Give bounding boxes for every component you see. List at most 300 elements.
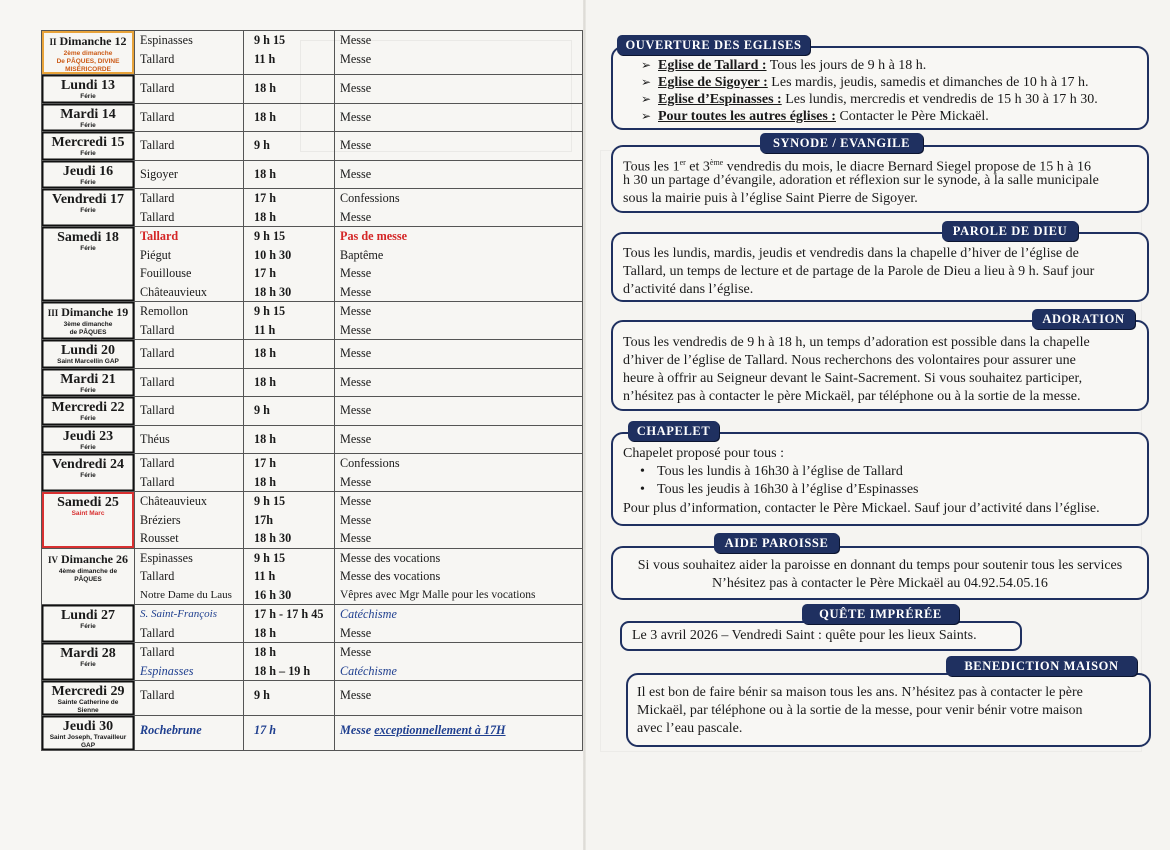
time-text: 18 h [254,374,277,389]
adoration-header: ADORATION [1032,309,1135,329]
activity-text: Confessions [340,456,400,470]
day-cell [42,302,135,340]
place-text: Piégut [140,247,172,262]
chapelet-item [623,481,918,499]
place-text: Tallard [140,569,175,583]
time-text: 11 h [254,51,276,66]
activity-text: Catéchisme [340,607,397,621]
activity-cell [335,227,583,302]
activity-cell [335,716,583,751]
place-cell [135,492,244,549]
ouverture-item [641,57,1098,74]
activity-cell [335,548,583,605]
day-feast: Férie [80,178,96,186]
day-feast: Saint Marcellin GAP [57,358,119,365]
day-cell [42,681,135,716]
day-name [42,372,134,387]
time-text: 18 h 30 [254,284,292,299]
schedule-row [42,31,583,75]
day-label: Mardi 21 [60,371,116,387]
activity-cell [335,605,583,643]
activity-text: Messe [340,645,372,659]
opening-hours: Contacter le Père Mickaël. [835,109,989,124]
time-cell [244,227,335,302]
place-cell [135,75,244,104]
place-text: Tallard [140,403,175,417]
day-label: Jeudi 16 [62,163,114,179]
place-text: Espinasses [140,33,193,47]
day-feast: Sainte Catherine de [57,699,119,706]
time-text: 11 h [254,322,276,337]
place-text: Tallard [140,322,175,337]
time-cell [244,681,335,716]
place-cell [135,454,244,492]
activity-cell [335,31,583,75]
activity-text: Messe [340,33,372,47]
activity-text: Messe [340,431,372,446]
time-cell [244,605,335,643]
chapelet-outro: Pour plus d’information, contacter le Père Mickael. Sauf jour d’activité dans l’église. [623,501,1100,516]
activity-cell [335,397,583,426]
schedule-row [42,302,583,340]
place-text: Notre Dame du Laus [140,588,232,601]
place-text: Tallard [140,474,175,489]
ouverture-list [641,57,1098,125]
place-cell [135,681,244,716]
ouverture-item [641,108,1098,125]
chapelet-box [611,432,1149,526]
place-cell [135,716,244,751]
chapelet-item-text: Tous les lundis à 16h30 à l’église de Tallard [657,464,903,479]
day-label: Samedi 25 [57,495,119,510]
place-cell [135,368,244,397]
place-text: Tallard [140,209,175,224]
day-name [42,164,134,179]
activity-text: Messe exceptionnellement à 17H [340,723,506,737]
day-feast: 2ème dimanche [63,50,113,57]
activity-text: Messe [340,688,372,702]
activity-text: Messe [340,374,372,389]
place-cell [135,103,244,132]
day-feast: Férie [80,121,96,129]
activity-text: Messe des vocations [340,569,441,583]
day-cell [42,454,135,492]
day-cell [42,397,135,426]
activity-cell [335,492,583,549]
opening-hours: Tous les jours de 9 h à 18 h. [766,58,927,73]
schedule-row [42,160,583,189]
day-feast: Férie [80,150,96,157]
day-cell [42,425,135,454]
day-cell [42,132,135,161]
place-cell [135,605,244,643]
parole-header: PAROLE DE DIEU [942,221,1078,241]
schedule-row [42,340,583,369]
day-name [42,684,134,699]
time-text: 17 h [254,191,277,205]
activity-text: Messe [340,109,372,124]
bullet-icon: • [640,464,645,479]
time-text: 9 h 15 [254,229,286,243]
place-cell [135,31,244,75]
day-cell [42,75,135,104]
opening-hours: Les lundis, mercredis et vendredis de 15 h 30 à 17 h 30. [781,92,1098,107]
day-name [42,192,134,207]
time-text: 17h [254,512,273,527]
place-text: S. Saint-François [140,608,217,620]
time-text: 17 h [254,266,277,280]
exceptional-note: exceptionnellement à 17H [374,723,506,737]
day-cell [42,716,135,751]
time-text: 18 h [254,166,277,181]
time-cell [244,548,335,605]
place-text: Fouillouse [140,266,192,280]
time-cell [244,103,335,132]
ouverture-item [641,74,1098,91]
day-label: Mercredi 15 [51,135,125,150]
day-feast: Saint Marc [71,510,105,517]
time-text: 17 h - 17 h 45 [254,607,324,621]
place-text: Tallard [140,688,175,702]
ouverture-item [641,91,1098,108]
day-label: Vendredi 24 [52,457,124,472]
aide-text: Si vous souhaitez aider la paroisse en donnant du temps pour soutenir tous les services N’hésitez pas à contacter le Père Mickaël au 04.92.54.05.16 [637,558,1123,591]
schedule-row [42,643,583,681]
day-label: Lundi 13 [60,78,116,93]
activity-text: Messe [340,284,372,299]
time-text: 16 h 30 [254,587,292,602]
week-numeral: III [47,308,59,318]
day-name [42,230,134,245]
schedule-row [42,454,583,492]
day-name [42,305,134,321]
day-label: Mercredi 22 [51,400,125,415]
time-cell [244,454,335,492]
day-feast: Férie [80,245,96,252]
time-text: 9 h 15 [254,494,286,508]
day-feast: GAP [80,742,96,749]
ouverture-header: OUVERTURE DES EGLISES [617,35,810,55]
place-text: Tallard [140,81,175,95]
day-name [42,457,134,472]
page-fold [583,0,586,850]
day-name [42,135,134,150]
church-name: Eglise de Tallard : [658,58,767,73]
activity-cell [335,340,583,369]
time-cell [244,492,335,549]
activity-text: Pas de messe [340,229,408,243]
activity-cell [335,75,583,104]
quete-text: Le 3 avril 2026 – Vendredi Saint : quête pour les lieux Saints. [632,628,977,643]
day-cell [42,31,135,75]
activity-text: Catéchisme [340,663,397,678]
time-cell [244,340,335,369]
day-name [42,719,134,734]
place-text: Rousset [140,531,179,545]
day-feast: Férie [80,472,96,479]
day-cell [42,160,135,189]
activity-text: Messe [340,494,372,508]
day-feast: 3ème dimanche [63,321,113,328]
place-text: Tallard [140,51,175,66]
day-cell [42,548,135,605]
arrow-bullet-icon: ➢ [641,58,652,72]
place-text: Tallard [140,229,179,243]
activity-cell [335,454,583,492]
day-label: Jeudi 30 [62,719,114,734]
day-label: Dimanche 12 [59,34,127,48]
place-text: Tallard [140,374,175,389]
activity-text: Messe [340,138,372,152]
place-text: Théus [140,431,170,446]
day-name [42,429,134,444]
time-text: 18 h [254,625,277,640]
time-text: 18 h – 19 h [254,663,311,678]
schedule-row [42,75,583,104]
day-feast: PÂQUES [74,575,102,583]
aide-box [611,546,1149,600]
activity-text: Messe [340,166,372,181]
time-cell [244,368,335,397]
day-label: Mardi 14 [60,106,116,122]
place-cell [135,132,244,161]
time-text: 9 h 15 [254,550,286,565]
synode-header: SYNODE / EVANGILE [760,133,923,153]
schedule-row [42,492,583,549]
quete-header: QUÊTE IMPRÉRÉE [802,604,959,624]
schedule-row [42,103,583,132]
schedule-row [42,605,583,643]
time-text: 9 h [254,688,270,702]
day-cell [42,643,135,681]
day-cell [42,189,135,227]
chapelet-intro: Chapelet proposé pour tous : [623,446,784,461]
place-cell [135,340,244,369]
arrow-bullet-icon: ➢ [641,75,652,89]
activity-text: Messe [340,304,372,318]
schedule-row [42,132,583,161]
time-cell [244,189,335,227]
benediction-header: BENEDICTION MAISON [946,656,1137,676]
day-label: Mercredi 29 [51,684,125,699]
activity-text: Messe [340,51,372,66]
synode-box: Tous les 1er et 3ème vendredis du mois, le diacre Bernard Siegel propose de 15 h à 16 h 30 un partage d’évangile, adoration et réflexion sur le synode, à la salle municipale sous la mairie puis à l’église Saint Pierre de Sigoyer. [611,145,1149,213]
time-cell [244,716,335,751]
time-text: 18 h [254,474,277,489]
activity-text: Messe [340,625,372,640]
arrow-bullet-icon: ➢ [641,109,652,123]
day-feast: de PÂQUES [69,329,107,336]
time-text: 18 h [254,346,277,360]
place-cell [135,643,244,681]
time-text: 17 h [254,456,277,470]
day-name [42,552,134,568]
place-cell [135,425,244,454]
day-feast: Sienne [77,707,99,714]
place-cell [135,397,244,426]
activity-cell [335,189,583,227]
time-cell [244,132,335,161]
time-text: 9 h 15 [254,33,286,47]
day-feast: MISÉRICORDE [65,66,111,73]
time-text: 10 h 30 [254,247,292,262]
chapelet-header: CHAPELET [628,421,719,441]
schedule-row [42,397,583,426]
chapelet-item [623,463,918,481]
place-text: Sigoyer [140,166,178,181]
place-text: Tallard [140,346,175,360]
place-cell [135,160,244,189]
activity-cell [335,643,583,681]
place-text: Tallard [140,191,175,205]
place-cell [135,227,244,302]
place-text: Espinasses [140,663,194,678]
adoration-box: Tous les vendredis de 9 h à 18 h, un temps d’adoration est possible dans la chapelle d’hiver de l’église de Tallard. Nous recherchons des volontaires pour assurer une heure à offrir au Seigneur devant le Saint-Sacrement. Si vous souhaitez participer, n’hésitez pas à contacter le père Mickaël, par téléphone ou à la sortie de la messe. [611,320,1149,411]
day-feast: Férie [80,661,96,668]
time-text: 18 h [254,81,277,95]
week-numeral: II [49,37,57,47]
day-label: Lundi 20 [60,343,116,358]
church-name: Pour toutes les autres églises : [658,109,836,124]
quete-box [620,621,1022,651]
schedule-row [42,548,583,605]
day-label: Dimanche 19 [61,305,129,319]
day-cell [42,227,135,302]
chapelet-item-text: Tous les jeudis à 16h30 à l’église d’Espinasses [657,482,919,497]
chapelet-list [623,463,918,499]
activity-cell [335,368,583,397]
time-cell [244,75,335,104]
activity-text: Messe [340,346,372,360]
day-name [42,646,134,661]
day-feast: Saint Joseph, Travailleur [49,734,127,741]
activity-cell [335,132,583,161]
schedule-row [42,716,583,751]
activity-text: Messe [340,322,372,337]
day-feast: Férie [80,415,96,422]
time-cell [244,302,335,340]
time-cell [244,397,335,426]
day-feast: Férie [80,386,96,394]
schedule-row [42,368,583,397]
time-text: 17 h [254,723,277,737]
activity-text: Baptême [340,247,384,262]
place-text: Espinasses [140,550,193,565]
day-cell [42,340,135,369]
time-cell [244,31,335,75]
place-text: Châteauvieux [140,494,208,508]
church-name: Eglise d’Espinasses : [658,92,782,107]
time-cell [244,160,335,189]
day-feast: De PÂQUES, DIVINE [56,58,120,65]
time-text: 18 h [254,109,277,124]
place-text: Bréziers [140,512,181,527]
place-text: Tallard [140,645,175,659]
activity-text: Vêpres avec Mgr Malle pour les vocations [340,588,536,601]
activity-cell [335,103,583,132]
time-text: 18 h [254,645,277,659]
schedule-row [42,227,583,302]
church-name: Eglise de Sigoyer : [658,75,768,90]
activity-cell [335,681,583,716]
aide-header: AIDE PAROISSE [714,533,839,553]
arrow-bullet-icon: ➢ [641,92,652,106]
day-label: Jeudi 23 [62,428,114,444]
bullet-icon: • [640,482,645,497]
day-feast: Férie [80,443,96,451]
day-cell [42,103,135,132]
activity-text: Messe des vocations [340,550,441,565]
day-feast: Férie [80,93,96,100]
activity-cell [335,425,583,454]
activity-text: Messe [340,474,372,489]
day-label: Samedi 18 [57,230,119,245]
schedule-table [41,30,583,751]
week-numeral: IV [47,554,58,565]
time-text: 9 h 15 [254,304,286,318]
time-cell [244,643,335,681]
day-label: Dimanche 26 [61,551,128,566]
day-feast: 4ème dimanche de [58,567,118,575]
ouverture-box [611,46,1149,130]
day-name [42,400,134,415]
time-text: 18 h 30 [254,531,292,545]
day-name [42,495,134,510]
activity-text: Messe [340,403,372,417]
benediction-box: Il est bon de faire bénir sa maison tous les ans. N’hésitez pas à contacter le père Mickaël, par téléphone ou à la sortie de la messe, pour venir bénir votre maison avec l’eau pascale. [626,673,1151,747]
place-text: Remollon [140,304,189,318]
day-cell [42,492,135,549]
day-feast: Férie [80,623,96,630]
time-text: 18 h [254,209,277,224]
day-name [42,34,134,50]
day-cell [42,368,135,397]
place-cell [135,189,244,227]
place-text: Rochebrune [140,723,202,737]
schedule-row [42,189,583,227]
schedule-row [42,425,583,454]
place-text: Châteauvieux [140,284,208,299]
time-text: 11 h [254,569,276,583]
day-name [42,608,134,623]
place-cell [135,548,244,605]
time-text: 9 h [254,403,270,417]
day-label: Vendredi 17 [52,192,124,207]
time-text: 9 h [254,138,270,152]
place-text: Tallard [140,109,175,124]
activity-text: Messe [340,531,372,545]
parole-box: Tous les lundis, mardis, jeudis et vendredis dans la chapelle d’hiver de l’église de Tallard, un temps de lecture et de partage de la Parole de Dieu a lieu à 9 h. Sauf jour d’activité dans l’église. [611,232,1149,302]
place-cell [135,302,244,340]
day-name [42,343,134,358]
activity-text: Confessions [340,191,400,205]
time-text: 18 h [254,431,277,446]
activity-cell [335,160,583,189]
day-label: Mardi 28 [60,646,116,661]
day-label: Lundi 27 [60,608,116,623]
schedule-row [42,681,583,716]
activity-text: Messe [340,512,372,527]
place-text: Tallard [140,625,175,640]
day-name [42,78,134,93]
place-text: Tallard [140,456,175,470]
opening-hours: Les mardis, jeudis, samedis et dimanches de 10 h à 17 h. [767,75,1089,90]
day-name [42,107,134,122]
day-cell [42,605,135,643]
activity-text: Messe [340,81,372,95]
activity-cell [335,302,583,340]
day-feast: Férie [80,207,96,214]
